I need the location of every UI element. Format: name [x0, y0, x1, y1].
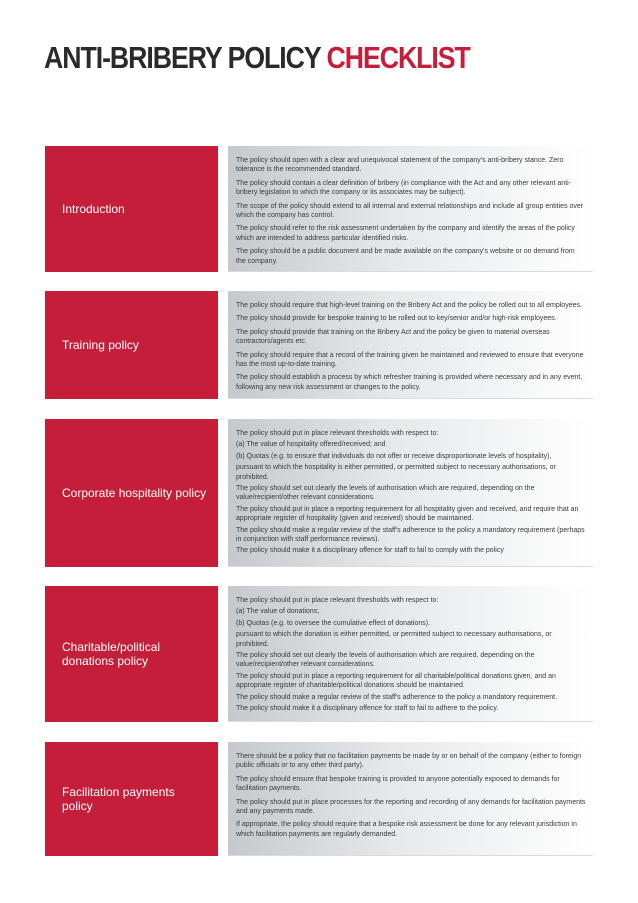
policy-item: The policy should be a public document and be made available on the company's website or on demand from the company. — [236, 248, 575, 265]
policy-item: The policy should make it a disciplinary offence for staff to fail to adhere to the policy. — [236, 705, 499, 713]
section-label: Introduction — [62, 202, 125, 216]
policy-item: The policy should put in place a reporting requirement for all hospitality given and received, and require that an appropriate register of hospitality (given and received) should be maintained. — [236, 505, 579, 523]
policy-item: The policy should require that high-level training on the Bribery Act and the policy be rolled out to all employees. — [236, 302, 582, 309]
section-label-box — [45, 586, 218, 722]
policy-item: The policy should establish a process by which refresher training is provided where necessary and in any event, following any new risk assessment or changes to the policy. — [236, 374, 583, 391]
section-label: Training policy — [62, 338, 139, 352]
section-label: Facilitation payments policy — [62, 785, 175, 813]
policy-item: The policy should require that a record of the training given be maintained and reviewed to ensure that everyone has the most up-to-date training. — [236, 351, 584, 369]
policy-item: If appropriate, the policy should require that a bespoke risk assessment be done for any relevant jurisdiction in which facilitation payments are regularly demanded. — [236, 821, 577, 838]
section-facilitation-payments — [45, 742, 593, 856]
policy-item: The policy should make a regular review of the staff's adherence to the policy a mandatory requirement. — [236, 693, 558, 701]
section-label-box — [45, 146, 218, 272]
title-main: ANTI-BRIBERY POLICY — [44, 40, 321, 75]
title-accent: CHECKLIST — [326, 40, 470, 75]
policy-item: The policy should put in place relevant thresholds with respect to: — [236, 597, 439, 604]
page-title — [44, 40, 470, 76]
policy-item: The policy should set out clearly the levels of authorisation which are required, depending on the value/recipient/other relevant considerations. — [236, 652, 535, 669]
policy-item: The policy should provide for bespoke training to be rolled out to key/senior and/or high-risk employees. — [236, 315, 557, 323]
section-label: Charitable/political donations policy — [62, 640, 161, 668]
policy-item: The policy should make a regular review of the staff's adherence to the policy a mandatory requirement (perhaps in conjunction with staff performance reviews). — [236, 526, 585, 544]
policy-item: The policy should contain a clear definition of bribery (in compliance with the Act and any other relevant anti-bribery legislation to which the company or its associates may be subject). — [236, 179, 572, 197]
section-content — [228, 419, 593, 567]
policy-item: (a) The value of donations; — [236, 608, 320, 616]
section-label-box — [45, 742, 218, 856]
policy-item: (b) Quotas (e.g. to ensure that individuals do not offer or receive disproportionate levels of hospitality), — [236, 452, 552, 460]
section-label: Corporate hospitality policy — [62, 486, 207, 500]
policy-item: (b) Quotas (e.g. to oversee the cumulative effect of donations). — [236, 619, 431, 627]
policy-item: The policy should refer to the risk assessment undertaken by the company and identify the areas of the policy which are intended to address particular identified risks. — [236, 225, 575, 242]
section-training-policy — [45, 291, 593, 399]
policy-item: pursuant to which the hospitality is either permitted, or permitted subject to necessary authorisations, or prohibited. — [236, 464, 556, 481]
policy-item: The policy should put in place relevant thresholds with respect to: — [236, 430, 439, 437]
section-content — [228, 586, 593, 722]
policy-item: The policy should ensure that bespoke training is provided to anyone potentially exposed to demands for facilitation payments. — [236, 775, 560, 793]
section-content — [228, 291, 593, 399]
section-charitable-political-donations — [45, 586, 593, 722]
policy-item: The policy should make it a disciplinary offence for staff to fail to comply with the policy — [236, 547, 504, 555]
policy-item: The policy should put in place processes for the reporting and recording of any demands for facilitation payments and any payments made. — [236, 798, 586, 816]
section-corporate-hospitality — [45, 419, 593, 567]
policy-item: There should be a policy that no facilitation payments be made by or on behalf of the company (either to foreign public officials or to any other third party). — [236, 753, 582, 770]
policy-item: The policy should open with a clear and unequivocal statement of the company's anti-bribery stance. Zero tolerance is the recommended standard. — [236, 157, 564, 174]
policy-item: pursuant to which the donation is either permitted, or permitted subject to necessary authorisations, or prohibited. — [236, 631, 552, 648]
section-introduction — [45, 146, 593, 272]
policy-item: The policy should put in place a reporting requirement for all charitable/political donations given, and an appropriate register of charitable/political donations should be maintained. — [236, 672, 556, 690]
policy-item: The scope of the policy should extend to all internal and external relationships and include all group entities over which the company has control. — [236, 202, 584, 220]
section-content — [228, 742, 593, 856]
section-label-box — [45, 419, 218, 567]
policy-item: The policy should set out clearly the levels of authorisation which are required, depending on the value/recipient/other relevant considerations. — [236, 485, 535, 502]
policy-item: (a) The value of hospitality offered/received; and — [236, 441, 386, 449]
section-label-box — [45, 291, 218, 399]
policy-item: The policy should provide that training on the Bribery Act and the policy be given to material overseas contractors/agents etc. — [236, 328, 550, 346]
section-content — [228, 146, 593, 272]
